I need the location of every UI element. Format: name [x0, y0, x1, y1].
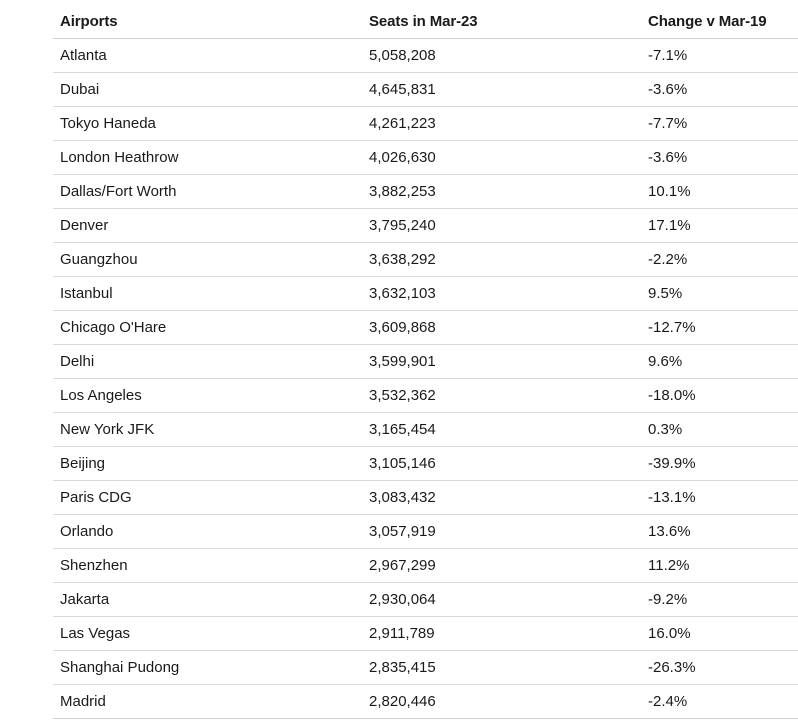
change-cell: -2.2%	[641, 243, 798, 277]
change-cell: -7.7%	[641, 107, 798, 141]
change-cell: -12.7%	[641, 311, 798, 345]
airport-cell: Shenzhen	[53, 549, 362, 583]
seats-cell: 3,638,292	[362, 243, 641, 277]
airport-cell: Delhi	[53, 345, 362, 379]
change-cell: 9.6%	[641, 345, 798, 379]
change-cell: -2.4%	[641, 685, 798, 719]
table-row	[53, 549, 798, 583]
table-row	[53, 583, 798, 617]
airport-cell: Los Angeles	[53, 379, 362, 413]
airport-cell: Tokyo Haneda	[53, 107, 362, 141]
table-row	[53, 209, 798, 243]
header-seats: Seats in Mar-23	[362, 4, 641, 39]
change-cell: 13.6%	[641, 515, 798, 549]
change-cell: 0.3%	[641, 413, 798, 447]
airports-table-container	[53, 4, 798, 719]
table-row	[53, 413, 798, 447]
airport-cell: New York JFK	[53, 413, 362, 447]
change-cell: -26.3%	[641, 651, 798, 685]
seats-cell: 3,795,240	[362, 209, 641, 243]
change-cell: -3.6%	[641, 141, 798, 175]
table-row	[53, 243, 798, 277]
table-row	[53, 515, 798, 549]
seats-cell: 5,058,208	[362, 39, 641, 73]
table-row	[53, 617, 798, 651]
table-row	[53, 311, 798, 345]
airport-cell: Beijing	[53, 447, 362, 481]
change-cell: -18.0%	[641, 379, 798, 413]
table-row	[53, 651, 798, 685]
table-row	[53, 141, 798, 175]
table-row	[53, 107, 798, 141]
header-airports: Airports	[53, 4, 362, 39]
seats-cell: 4,261,223	[362, 107, 641, 141]
airports-table	[53, 4, 798, 719]
airport-cell: Shanghai Pudong	[53, 651, 362, 685]
change-cell: 16.0%	[641, 617, 798, 651]
seats-cell: 4,026,630	[362, 141, 641, 175]
table-body	[53, 39, 798, 719]
seats-cell: 3,165,454	[362, 413, 641, 447]
airport-cell: Istanbul	[53, 277, 362, 311]
airport-cell: Jakarta	[53, 583, 362, 617]
seats-cell: 3,599,901	[362, 345, 641, 379]
airport-cell: Atlanta	[53, 39, 362, 73]
header-row	[53, 4, 798, 39]
airport-cell: Guangzhou	[53, 243, 362, 277]
seats-cell: 2,967,299	[362, 549, 641, 583]
change-cell: 10.1%	[641, 175, 798, 209]
seats-cell: 3,632,103	[362, 277, 641, 311]
table-row	[53, 685, 798, 719]
table-row	[53, 39, 798, 73]
change-cell: -3.6%	[641, 73, 798, 107]
change-cell: -9.2%	[641, 583, 798, 617]
airport-cell: Dubai	[53, 73, 362, 107]
seats-cell: 2,930,064	[362, 583, 641, 617]
change-cell: 9.5%	[641, 277, 798, 311]
airport-cell: Orlando	[53, 515, 362, 549]
table-row	[53, 277, 798, 311]
change-cell: 11.2%	[641, 549, 798, 583]
header-change: Change v Mar-19	[641, 4, 798, 39]
seats-cell: 2,835,415	[362, 651, 641, 685]
table-row	[53, 345, 798, 379]
airport-cell: Chicago O'Hare	[53, 311, 362, 345]
seats-cell: 3,532,362	[362, 379, 641, 413]
change-cell: -7.1%	[641, 39, 798, 73]
airport-cell: London Heathrow	[53, 141, 362, 175]
seats-cell: 3,609,868	[362, 311, 641, 345]
table-row	[53, 73, 798, 107]
change-cell: -13.1%	[641, 481, 798, 515]
airport-cell: Las Vegas	[53, 617, 362, 651]
seats-cell: 3,105,146	[362, 447, 641, 481]
airport-cell: Denver	[53, 209, 362, 243]
table-row	[53, 447, 798, 481]
seats-cell: 4,645,831	[362, 73, 641, 107]
seats-cell: 2,911,789	[362, 617, 641, 651]
table-row	[53, 481, 798, 515]
seats-cell: 3,057,919	[362, 515, 641, 549]
change-cell: 17.1%	[641, 209, 798, 243]
table-row	[53, 379, 798, 413]
airport-cell: Paris CDG	[53, 481, 362, 515]
seats-cell: 3,882,253	[362, 175, 641, 209]
change-cell: -39.9%	[641, 447, 798, 481]
seats-cell: 3,083,432	[362, 481, 641, 515]
airport-cell: Madrid	[53, 685, 362, 719]
table-header	[53, 4, 798, 39]
airport-cell: Dallas/Fort Worth	[53, 175, 362, 209]
seats-cell: 2,820,446	[362, 685, 641, 719]
table-row	[53, 175, 798, 209]
